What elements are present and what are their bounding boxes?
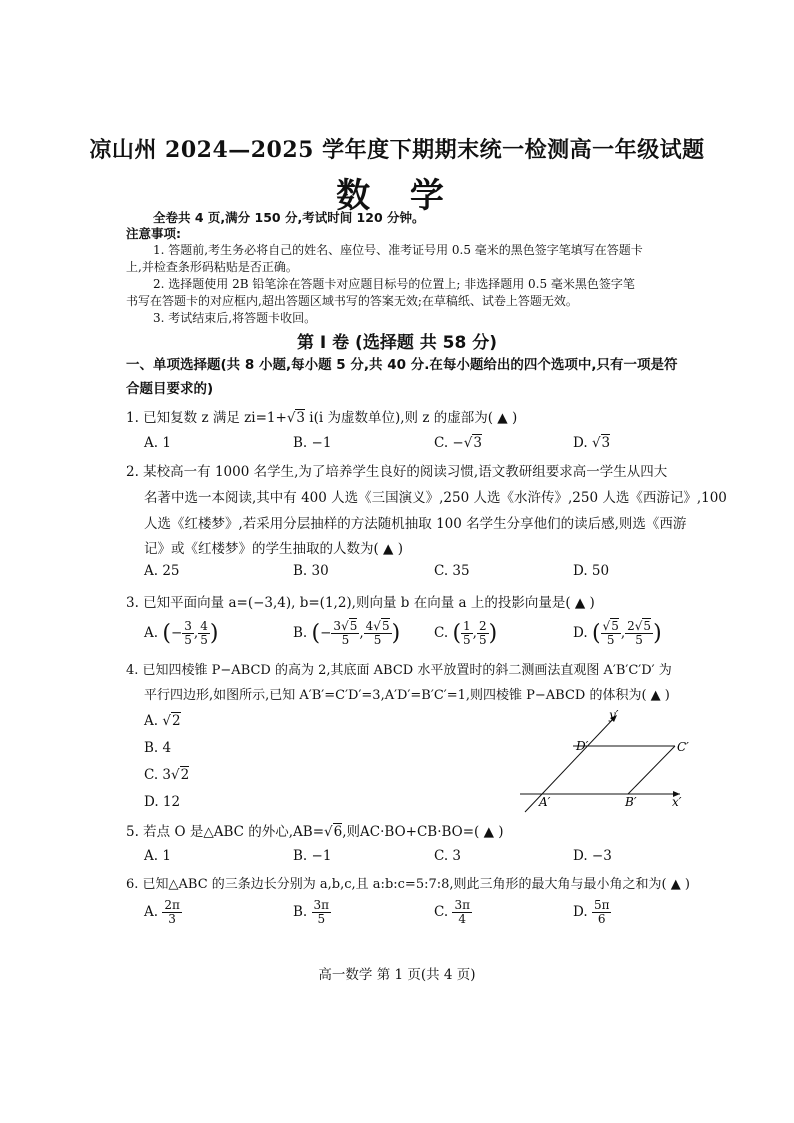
note-line: 3. 考试结束后,将答题卡收回。: [153, 311, 317, 325]
y-axis-label: y′: [609, 708, 619, 722]
edge-cb: [628, 746, 675, 794]
point-c-label: C′: [677, 740, 689, 754]
question-2-line: 2. 某校高一有 1000 名学生,为了培养学生良好的阅读习惯,语文教研组要求高一学生从四大: [126, 464, 668, 480]
x-axis-label: x′: [672, 795, 682, 809]
note-line: 上,并检查条形码粘贴是否正确。: [126, 260, 298, 274]
question-4-line: 平行四边形,如图所示,已知 A′B′=C′D′=3,A′D′=B′C′=1,则四棱锥 P−ABCD 的体积为( ▲ ): [144, 688, 670, 703]
q3-option-a: A. (− $\frac{3}{5}$ , $\frac{4}{5}$ ): [144, 619, 219, 647]
q6-option-b: B. $\frac{3\pi}{5}$: [293, 898, 330, 926]
q2-option-a: A. 25: [144, 563, 180, 579]
q2-option-b: B. 30: [293, 563, 329, 579]
q6-option-c: C. $\frac{3\pi}{4}$: [434, 898, 470, 926]
page-footer: 高一数学 第 1 页(共 4 页): [318, 967, 476, 983]
q4-option-a: A. √2: [144, 713, 181, 729]
q5-option-c: C. 3: [434, 848, 462, 864]
q6-option-d: D. $\frac{5\pi}{6}$: [573, 898, 610, 926]
q1-option-d: D. √3: [573, 435, 611, 451]
question-1-stem: 1. 已知复数 z 满足 zi=1+√3 i(i 为虚数单位),则 z 的虚部为( ▲ ): [126, 410, 518, 426]
question-2-line: 记》或《红楼梦》的学生抽取的人数为( ▲ ): [144, 541, 403, 557]
exam-title: 凉山州 2024—2025 学年度下期期末统一检测高一年级试题: [89, 137, 705, 163]
q5-option-a: A. 1: [144, 848, 171, 864]
point-d-label: D′: [576, 739, 589, 753]
point-b-label: B′: [625, 795, 637, 809]
q1-option-a: A. 1: [144, 435, 171, 451]
question-2-line: 名著中选一本阅读,其中有 400 人选《三国演义》,250 人选《水浒传》,250 人选《西游记》,100: [144, 490, 727, 506]
section-instruction-cont: 合题目要求的): [126, 381, 214, 397]
q3-option-b: B. (− $\frac{3√5}{5}$ , $\frac{4√5}{5}$ ): [293, 619, 401, 647]
q3-option-c: C. ( $\frac{1}{5}$ , $\frac{2}{5}$ ): [434, 619, 498, 647]
section-instruction: 一、单项选择题(共 8 小题,每小题 5 分,共 40 分.在每小题给出的四个选项中,只有一项是符: [126, 357, 678, 373]
section-title: 第 Ⅰ 卷 (选择题 共 58 分): [296, 333, 498, 353]
question-6-stem: 6. 已知△ABC 的三条边长分别为 a,b,c,且 a:b:c=5:7:8,则此三角形的最大角与最小角之和为( ▲ ): [126, 877, 690, 892]
question-5-stem: 5. 若点 O 是△ABC 的外心,AB=√6,则AC·BO+CB·BO=( ▲ ): [126, 824, 504, 840]
q4-option-d: D. 12: [144, 794, 181, 810]
question-2-line: 人选《红楼梦》,若采用分层抽样的方法随机抽取 100 名学生分享他们的读后感,则选《西游: [144, 516, 687, 532]
q1-option-b: B. −1: [293, 435, 332, 451]
q6-option-a: A. $\frac{2\pi}{3}$: [144, 898, 180, 926]
q3-option-d: D. ( $\frac{√5}{5}$ , $\frac{2√5}{5}$ ): [573, 619, 662, 647]
question-3-stem: 3. 已知平面向量 a=(−3,4), b=(1,2),则向量 b 在向量 a 上的投影向量是( ▲ ): [126, 595, 595, 611]
point-a-label: A′: [539, 795, 551, 809]
subject-title: 数 学: [336, 176, 458, 216]
note-line: 书写在答题卡的对应框内,超出答题区域书写的答案无效;在草稿纸、试卷上答题无效。: [126, 294, 578, 308]
notes-heading: 注意事项:: [126, 226, 181, 241]
q5-option-d: D. −3: [573, 848, 612, 864]
q4-option-c: C. 3√2: [144, 767, 190, 783]
q5-option-b: B. −1: [293, 848, 332, 864]
question-4-line: 4. 已知四棱锥 P−ABCD 的高为 2,其底面 ABCD 水平放置时的斜二测画法直观图 A′B′C′D′ 为: [126, 663, 672, 678]
note-line: 2. 选择题使用 2B 铅笔涂在答题卡对应题目标号的位置上; 非选择题用 0.5 毫米黑色签字笔: [153, 277, 635, 291]
oblique-projection-figure: [515, 705, 695, 815]
exam-info: 全卷共 4 页,满分 150 分,考试时间 120 分钟。: [153, 210, 425, 225]
q2-option-d: D. 50: [573, 563, 610, 579]
note-line: 1. 答题前,考生务必将自己的姓名、座位号、准考证号用 0.5 毫米的黑色签字笔填写在答题卡: [153, 243, 643, 257]
q4-option-b: B. 4: [144, 740, 172, 756]
q1-option-c: C. −√3: [434, 435, 482, 451]
q2-option-c: C. 35: [434, 563, 470, 579]
